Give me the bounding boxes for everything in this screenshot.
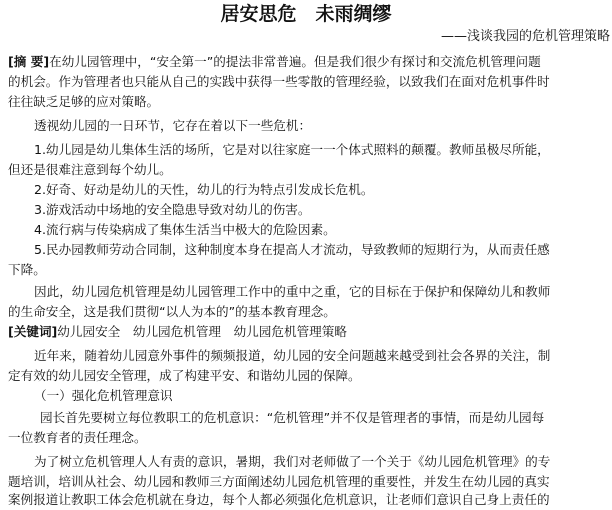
paragraph-line: 透视幼儿园的一日环节，它存在着以下一些危机： <box>34 118 312 133</box>
abstract-text: 在幼儿园管理中，“安全第一”的提法非常普遍。但是我们很少有探讨和交流危机管理问题 <box>49 54 541 69</box>
paragraph-line: 定有效的幼儿园安全管理，成了构建平安、和谐幼儿园的保障。 <box>8 368 361 383</box>
list-item: 1.幼儿园是幼儿集体生活的场所，它是对以往家庭一一个体式照料的颠覆。教师虽极尽所能， <box>34 142 550 157</box>
abstract-line: 的机会。作为管理者也只能从自己的实践中获得一些零散的管理经验，以致我们在面对危机事件时 <box>8 74 550 89</box>
paragraph-line: 一位教育者的责任理念。 <box>8 430 147 445</box>
paragraph-line: 案例报道让教职工体会危机就在身边，每个人都必须强化危机意识，让老师们意识自己身上责任的 <box>8 492 550 507</box>
list-item: 2.好奇、好动是幼儿的天性，幼儿的行为特点引发成长危机。 <box>34 182 374 197</box>
keywords-label: [关键词] <box>8 324 58 339</box>
paragraph-line: 的生命安全，这是我们贯彻“以人为本的”的基本教育理念。 <box>8 304 336 319</box>
paragraph-line: 园长首先要树立每位教职工的危机意识：“危机管理”并不仅是管理者的事情，而是幼儿园每 <box>40 410 545 425</box>
list-item: 4.流行病与传染病成了集体生活当中极大的危险因素。 <box>34 222 336 237</box>
abstract-label: [摘 要] <box>8 54 50 69</box>
list-item-continuation: 下降。 <box>8 262 46 277</box>
abstract-line: 往往缺乏足够的应对策略。 <box>8 94 160 109</box>
keywords-line <box>8 322 347 342</box>
list-item: 5.民办园教师劳动合同制，这种制度本身在提高人才流动，导致教师的短期行为，从而责任感 <box>34 242 550 257</box>
list-item-continuation: 但还是很难注意到每个幼儿。 <box>8 162 172 177</box>
keywords-text: 幼儿园安全 幼儿园危机管理 幼儿园危机管理策略 <box>57 324 347 339</box>
paragraph-line: 因此，幼儿园危机管理是幼儿园管理工作中的重中之重，它的目标在于保护和保障幼儿和教师 <box>34 284 551 299</box>
section-heading: （一）强化危机管理意识 <box>34 388 173 403</box>
list-item: 3.游戏活动中场地的安全隐患导致对幼儿的伤害。 <box>34 202 311 217</box>
paragraph-line: 为了树立危机管理人人有责的意识，暑期，我们对老师做了一个关于《幼儿园危机管理》的专 <box>34 454 551 469</box>
paragraph-line: 近年来，随着幼儿园意外事件的频频报道，幼儿园的安全问题越来越受到社会各界的关注，制 <box>34 348 551 363</box>
abstract-first-line <box>8 52 541 72</box>
paragraph-line: 题培训，培训从社会、幼儿园和教师三方面阐述幼儿园危机管理的重要性，并发生在幼儿园的真实 <box>8 474 550 489</box>
document-subtitle: ——浅谈我园的危机管理策略 <box>440 29 610 44</box>
document-title: 居安思危 未雨绸缪 <box>220 3 392 25</box>
